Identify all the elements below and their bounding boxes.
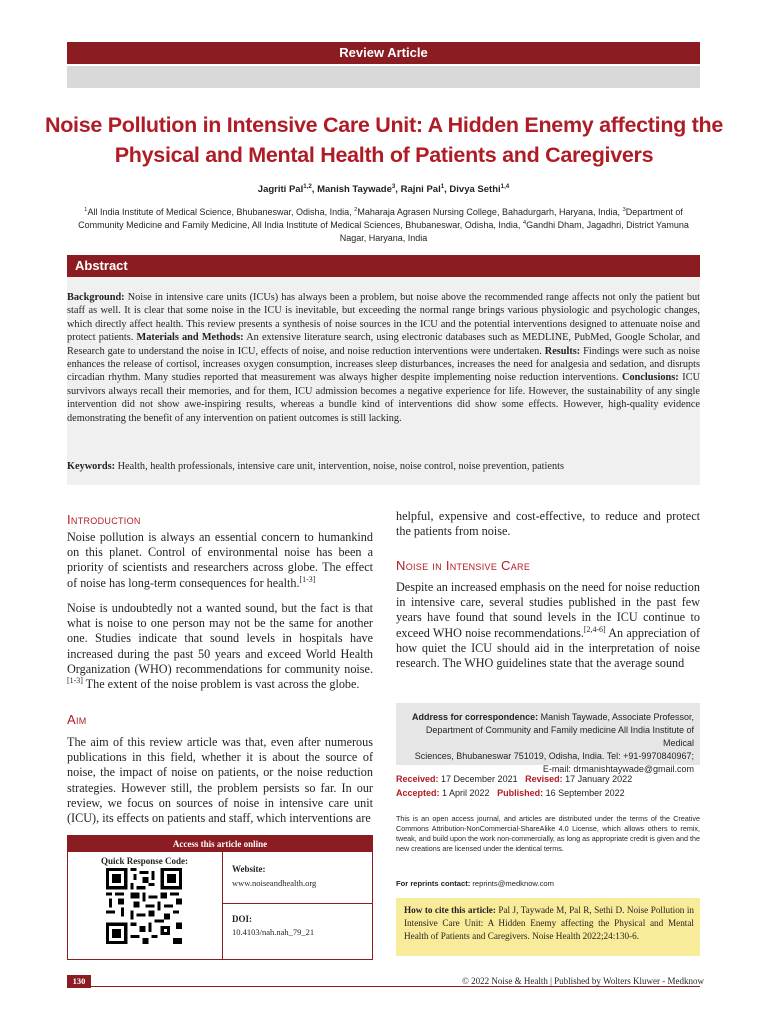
citation-ref[interactable]: [1-3] xyxy=(299,574,316,584)
published-date: 16 September 2022 xyxy=(543,787,625,798)
author-affil-sup: 1,4 xyxy=(500,182,510,190)
author-name: Divya Sethi xyxy=(449,184,501,195)
reprints-email[interactable]: reprints@medknow.com xyxy=(470,879,554,888)
introduction-heading: Introduction xyxy=(67,512,141,527)
received-label: Received: xyxy=(396,774,439,784)
access-box-title: Access this article online xyxy=(68,836,372,852)
reprints-label: For reprints contact: xyxy=(396,879,471,888)
abstract-box xyxy=(67,277,700,485)
abstract-label: Abstract xyxy=(75,258,128,273)
website-label: Website: xyxy=(232,864,266,874)
paragraph-text: Despite an increased emphasis on the need for noise reduction in intensive care, several studies published in the past few years have found that sound levels in the ICU continue to exceed WHO noise recommendations. xyxy=(396,580,700,640)
citation-body: Pal J, Taywade M, Pal R, Sethi D. Noise Pollution in Intensive Care Unit: A Hidden Enemy affecting the Physical and Mental Health of Patients and Caregivers. Noise Health 2022;24:130-6. xyxy=(404,905,694,941)
qr-code-icon[interactable] xyxy=(106,868,182,944)
article-dates xyxy=(396,773,700,800)
revised-date: 17 January 2022 xyxy=(562,774,633,784)
published-label: Published: xyxy=(497,787,544,798)
affil-sup: 2 xyxy=(354,207,358,213)
introduction-paragraph xyxy=(67,530,373,591)
doi-link[interactable]: 10.4103/nah.nah_79_21 xyxy=(232,927,315,937)
affil-sup: 1 xyxy=(84,207,88,213)
author-affil-sup: 1 xyxy=(440,182,445,190)
affiliation-text: Maharaja Agrasen Nursing College, Bahadurgarh, Haryana, India, xyxy=(357,207,623,217)
abstract-text xyxy=(67,291,700,425)
paragraph-text: Noise pollution is always an essential concern to humankind on this planet. Control of environmental noise has been a priority of scientists and researchers across globe. The effect of noise has long-term consequences for health. xyxy=(67,530,373,590)
citation-ref[interactable]: [1-3] xyxy=(67,675,83,685)
paragraph-text: Noise is undoubtedly not a wanted sound, but the fact is that what is noise to one person may not be the same for another one. Studies indicate that sound levels in hospitals have increased during the past 50 years and exceed World Health Organization (WHO) recommendations for community noise. xyxy=(67,601,373,676)
paragraph-text: The extent of the noise problem is vast across the globe. xyxy=(82,677,360,692)
correspondence-box xyxy=(396,703,700,774)
qr-label: Quick Response Code: xyxy=(101,856,189,866)
paragraph-text: An appreciation of how quiet the ICU should aid in the interpretation of noise research. The WHO guidelines state that the average sound xyxy=(396,625,701,671)
correspondence-label: Address for correspondence: xyxy=(412,712,539,722)
author-name: Manish Taywade xyxy=(317,184,392,195)
citation-box xyxy=(396,898,700,956)
received-date: 17 December 2021 xyxy=(438,774,518,784)
correspondence-email[interactable]: E-mail: drmanishtaywade@gmail.com xyxy=(542,764,694,774)
article-type-banner xyxy=(67,42,700,64)
introduction-paragraph xyxy=(67,601,373,692)
correspondence-line: Manish Taywade, Associate Professor, xyxy=(538,712,694,722)
doi-label: DOI: xyxy=(232,914,252,924)
accepted-date: 1 April 2022 xyxy=(439,787,490,798)
background-text: Noise in intensive care units (ICUs) has always been a problem, but noise above the recommended range affects not only the patient but staff as well. It is clear that some noise in the ICU is inevitable, but exceeding the normal range brings various physiologic and psychologic changes, which directly affect health. This review presents a synthesis of noise sources in the ICU and the potential interventions designed to attenuate noise and protect patients. xyxy=(67,292,700,344)
keywords-label: Keywords: xyxy=(67,461,116,472)
correspondence-text xyxy=(396,711,694,776)
correspondence-line: Department of Community and Family medicine All India Institute of Medical xyxy=(425,725,694,748)
background-label: Background: xyxy=(67,292,125,303)
author-affil-sup: 1,2 xyxy=(303,182,312,190)
keywords xyxy=(67,461,700,472)
access-article-box xyxy=(67,835,373,960)
open-access-note: This is an open access journal, and articles are distributed under the terms of the Creative Commons Attribution-NonCommercial-ShareAlike 4.0 License, which allows others to remix, tweak, and build upon the work non-commercially, as long as appropriate credit is given and the new creations are licensed under the identical terms. xyxy=(396,814,700,853)
citation-text xyxy=(404,904,694,943)
abstract-header xyxy=(67,255,700,277)
footer-copyright: © 2022 Noise & Health | Published by Wolters Kluwer - Medknow xyxy=(370,976,704,986)
footer-rule xyxy=(67,986,700,987)
author-list: Jagriti Pal$^{1,2}$, Manish Taywade$^3$, Rajni Pal$^1$, Divya Sethi$^{1,4}$ xyxy=(257,182,510,195)
methods-text: An extensive literature search, using electronic databases such as MEDLINE, PubMed, Google Scholar, and Research gate to understand the noise in ICU, effects of noise, and noise reduction interventions were undertaken. xyxy=(67,332,700,357)
access-box-divider xyxy=(222,852,223,960)
article-type-label: Review Article xyxy=(339,45,428,60)
citation-label: How to cite this article: xyxy=(404,905,496,915)
affiliation-text: Gandhi Dham, Jagadhri, District Yamuna Nagar, Haryana, India xyxy=(339,220,689,243)
results-label: Results: xyxy=(544,345,581,357)
revised-label: Revised: xyxy=(525,774,563,784)
citation-ref[interactable]: [2,4-6] xyxy=(583,624,606,634)
author-name: Rajni Pal xyxy=(400,184,441,195)
keywords-text: Health, health professionals, intensive care unit, intervention, noise, noise control, noise prevention, patients xyxy=(115,461,564,472)
affiliation-text: Department of Community Medicine and Family Medicine, All India Institute of Medical Sciences, Bhubaneswar, Odisha, India, xyxy=(78,207,683,230)
aim-heading: Aim xyxy=(67,712,87,727)
noise-icu-heading: Noise in Intensive Care xyxy=(396,558,531,573)
accepted-label: Accepted: xyxy=(396,787,440,798)
access-box-divider xyxy=(222,903,372,904)
noise-icu-paragraph xyxy=(396,580,700,671)
results-text: Findings were such as noise enhances the release of cortisol, increases oxygen consumption, increases sleep disturbances, increases the need for analgesia and sedation, and disrupts circadian rhythm. Many studies reported that measurement was always higher despite implementing noise reduction interventions. xyxy=(67,345,700,384)
conclusions-text: ICU survivors always recall their memories, and for them, ICU admission becomes a negative experience for life. However, the sustainability of any single intervention did not show awe-inspiring results, whereas a bundle kind of interventions did show some effects. However, high-quality evidence demonstrating the benefit of any intervention on patient outcomes is still lacking. xyxy=(67,372,701,424)
affil-sup: 3 xyxy=(622,207,626,213)
aim-paragraph-continued: helpful, expensive and cost-effective, to reduce and protect the patients from noise. xyxy=(396,509,700,539)
website-link[interactable]: www.noiseandhealth.org xyxy=(232,878,317,888)
article-title: Noise Pollution in Intensive Care Unit: A Hidden Enemy affecting the Physical and Mental Health of Patients and Caregivers xyxy=(44,113,724,167)
gray-banner xyxy=(67,66,700,88)
aim-paragraph: The aim of this review article was that, even after numerous publications in this field, whether it is about the source of noise, the impact of noise on patients, or the noise reduction strategies. However still, the problem persists so far. In our review, we focus on sources of noise in intensive care unit (ICU), its effects on patients and staff, which interventions are xyxy=(67,735,373,826)
correspondence-line: Sciences, Bhubaneswar 751019, Odisha, India. Tel: +91-9970840967; xyxy=(414,751,694,761)
affiliations xyxy=(67,206,700,245)
methods-label: Materials and Methods: xyxy=(136,332,244,344)
page-number: 130 xyxy=(67,975,91,988)
author-affil-sup: 3 xyxy=(391,182,396,190)
author-name: Jagriti Pal xyxy=(257,184,304,195)
conclusions-label: Conclusions: xyxy=(622,372,679,384)
affiliation-text: All India Institute of Medical Science, Bhubaneswar, Odisha, India, xyxy=(87,207,355,217)
reprints-contact xyxy=(396,879,700,888)
affil-sup: 4 xyxy=(522,220,527,226)
